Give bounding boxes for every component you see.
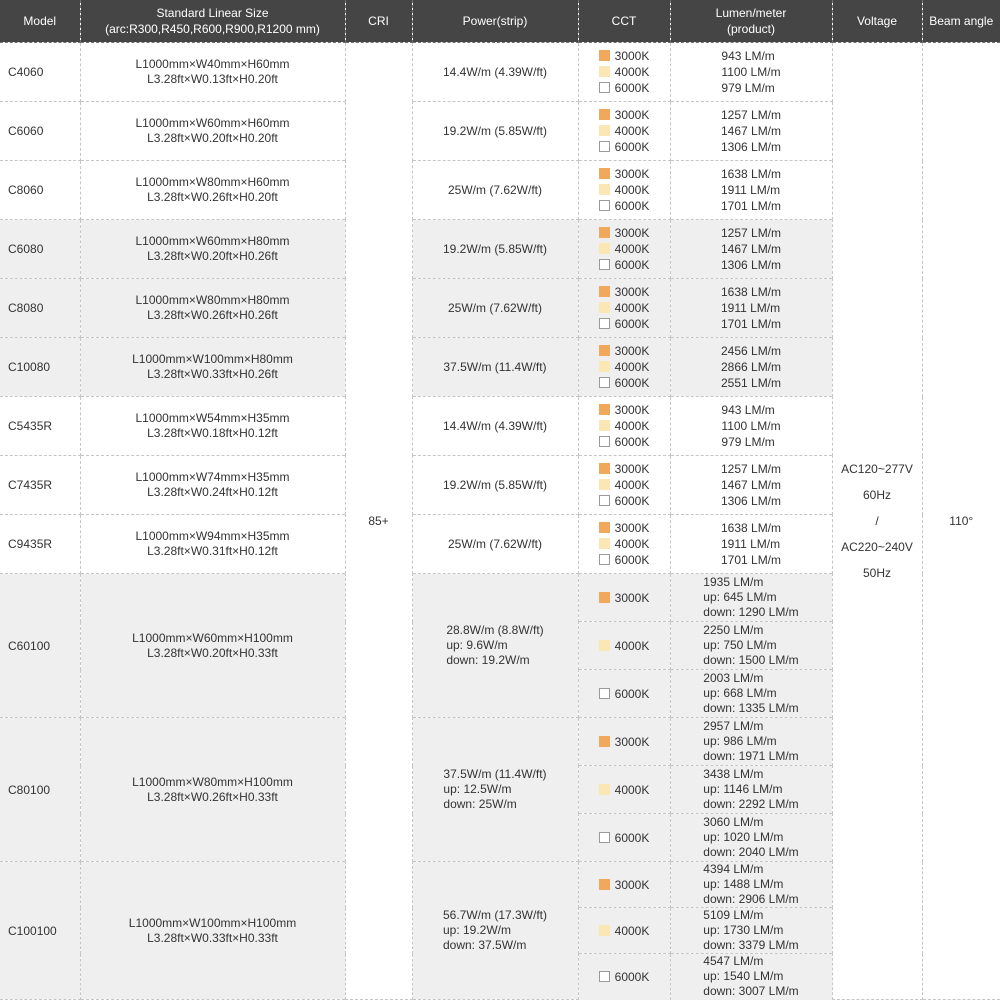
cct-option-label: 4000K [614,360,650,374]
lumen-value: 1935 LM/m [703,575,764,589]
col-header-cri: CRI [345,0,412,43]
cct-option-label: 4000K [614,65,650,79]
lumen-cell [670,862,832,908]
size-ft: L3.28ft×W0.20ft×H0.33ft [147,645,278,660]
beam-angle-cell: 110° [922,43,1000,1000]
cct-6000k-swatch [599,495,610,506]
lumen-cell [670,718,832,766]
model-cell: C4060 [0,43,80,102]
power-cell: 25W/m (7.62W/ft) [412,279,578,338]
model-cell: C10080 [0,338,80,397]
size-cell [80,102,345,161]
lumen-value: 1306 LM/m [720,494,782,508]
lumen-value: 4547 LM/m [703,954,764,969]
size-cell [80,515,345,574]
cct-option-label: 3000K [614,521,650,535]
voltage-line: 60Hz [862,488,891,502]
cct-cell [578,814,670,862]
size-mm: L1000mm×W80mm×H80mm [135,293,290,307]
power-line: up: 12.5W/m [443,782,512,796]
size-mm: L1000mm×W60mm×H60mm [135,116,290,130]
model-cell: C6060 [0,102,80,161]
cct-4000k-swatch [599,66,610,77]
cct-4000k-swatch [599,125,610,136]
cct-cell [578,670,670,718]
lumen-value: down: 1335 LM/m [703,701,799,715]
cct-option-label: 6000K [614,317,650,331]
cct-option-label: 4000K [614,183,650,197]
cct-cell [578,954,670,1000]
size-ft: L3.28ft×W0.31ft×H0.12ft [147,544,278,558]
lumen-cell [670,515,832,574]
lumen-value: up: 1488 LM/m [703,877,784,891]
lumen-cell [670,161,832,220]
size-cell [80,718,345,862]
cct-6000k-swatch [599,377,610,388]
cct-3000k-swatch [599,463,610,474]
lumen-cell [670,338,832,397]
size-ft: L3.28ft×W0.13ft×H0.20ft [147,72,278,86]
power-cell: 25W/m (7.62W/ft) [412,515,578,574]
lumen-value: 1638 LM/m [720,167,782,181]
power-cell: 25W/m (7.62W/ft) [412,161,578,220]
cct-3000k-swatch [599,522,610,533]
lumen-value: 4394 LM/m [703,862,764,876]
lumen-value: 1467 LM/m [720,242,782,256]
lumen-value: up: 1540 LM/m [703,969,784,984]
size-cell [80,279,345,338]
cct-option-label: 3000K [614,49,650,63]
lumen-value: down: 3379 LM/m [703,938,799,952]
lumen-cell [670,814,832,862]
cct-option-label: 6000K [614,686,650,701]
power-line: down: 19.2W/m [446,653,530,667]
lumen-value: 1100 LM/m [721,65,781,79]
voltage-cell [832,43,922,1000]
cct-cell [578,622,670,670]
cct-3000k-swatch [599,736,610,747]
cct-option-label: 3000K [614,167,650,181]
power-cell [412,574,578,718]
size-cell [80,220,345,279]
power-line: down: 37.5W/m [442,938,527,952]
lumen-value: 1100 LM/m [721,419,781,433]
lumen-value: 943 LM/m [721,403,775,417]
size-cell [80,161,345,220]
col-header-cct: CCT [578,0,670,43]
voltage-line: / [875,514,879,528]
cct-option-label: 6000K [614,830,650,845]
cct-option-label: 4000K [614,124,650,138]
power-line: up: 19.2W/m [442,923,512,937]
cct-3000k-swatch [599,109,610,120]
cct-option-label: 4000K [614,419,650,433]
cct-cell [578,397,670,456]
lumen-value: 2250 LM/m [703,623,764,637]
size-ft: L3.28ft×W0.26ft×H0.26ft [147,308,278,322]
lumen-cell [670,456,832,515]
lumen-cell [670,574,832,622]
cct-option-label: 4000K [614,537,650,551]
size-mm: L1000mm×W54mm×H35mm [135,411,290,425]
cct-cell [578,220,670,279]
cct-option-label: 3000K [614,734,650,749]
lumen-value: down: 3007 LM/m [703,984,799,999]
cct-4000k-swatch [599,420,610,431]
lumen-value: 1911 LM/m [720,301,781,315]
cct-4000k-swatch [599,925,610,936]
lumen-value: 1701 LM/m [720,317,782,331]
cct-option-label: 6000K [614,199,650,213]
power-cell: 14.4W/m (4.39W/ft) [412,397,578,456]
power-cell [412,862,578,1000]
size-ft: L3.28ft×W0.33ft×H0.33ft [147,930,278,945]
lumen-cell [670,279,832,338]
col-header-lumen: Lumen/meter (product) [670,0,832,43]
lumen-value: 1701 LM/m [720,553,782,567]
lumen-cell [670,954,832,1000]
cct-cell [578,338,670,397]
cct-cell [578,862,670,908]
lumen-value: 2551 LM/m [720,376,782,390]
size-mm: L1000mm×W100mm×H80mm [132,352,293,366]
model-cell: C8060 [0,161,80,220]
lumen-value: 2866 LM/m [720,360,782,374]
lumen-value: up: 1730 LM/m [703,923,784,937]
cct-cell [578,456,670,515]
voltage-line: AC120~277V [841,462,913,476]
lumen-value: down: 2292 LM/m [703,797,799,811]
lumen-value: 1638 LM/m [720,521,782,535]
power-cell: 19.2W/m (5.85W/ft) [412,456,578,515]
size-mm: L1000mm×W60mm×H80mm [135,234,290,248]
size-ft: L3.28ft×W0.24ft×H0.12ft [147,485,278,499]
voltage-line: 50Hz [862,566,891,580]
lumen-value: 1306 LM/m [720,258,782,272]
size-mm: L1000mm×W74mm×H35mm [135,470,290,484]
cct-3000k-swatch [599,404,610,415]
lumen-value: 1467 LM/m [720,124,782,138]
power-cell: 37.5W/m (11.4W/ft) [412,338,578,397]
lumen-value: up: 645 LM/m [703,590,777,604]
size-mm: L1000mm×W100mm×H100mm [128,915,297,930]
model-cell: C60100 [0,574,80,718]
voltage-line: AC220~240V [841,540,913,554]
lumen-cell [670,766,832,814]
lumen-value: 943 LM/m [721,49,775,63]
cct-cell [578,574,670,622]
power-cell: 19.2W/m (5.85W/ft) [412,102,578,161]
cct-option-label: 3000K [614,344,650,358]
size-cell [80,456,345,515]
size-mm: L1000mm×W80mm×H60mm [135,175,290,189]
lumen-value: down: 1500 LM/m [703,653,799,667]
lumen-value: 5109 LM/m [703,908,764,922]
cct-option-label: 3000K [614,462,650,476]
size-ft: L3.28ft×W0.26ft×H0.33ft [147,789,278,804]
model-cell: C6080 [0,220,80,279]
lumen-value: up: 986 LM/m [703,734,777,748]
cct-option-label: 4000K [614,242,650,256]
cri-cell: 85+ [345,43,412,1000]
cct-6000k-swatch [599,200,610,211]
cct-6000k-swatch [599,554,610,565]
cct-option-label: 6000K [614,140,650,154]
cct-option-label: 3000K [614,108,650,122]
model-cell: C100100 [0,862,80,1000]
size-ft: L3.28ft×W0.20ft×H0.26ft [147,249,278,263]
lumen-value: down: 2040 LM/m [703,845,799,859]
cct-4000k-swatch [599,784,610,795]
lumen-value: 2456 LM/m [720,344,782,358]
power-line: 56.7W/m (17.3W/ft) [442,908,548,922]
cct-3000k-swatch [599,286,610,297]
cct-4000k-swatch [599,640,610,651]
lumen-value: 1638 LM/m [720,285,782,299]
cct-option-label: 4000K [614,478,650,492]
cct-option-label: 3000K [614,226,650,240]
power-line: 37.5W/m (11.4W/ft) [443,767,547,781]
power-line: 28.8W/m (8.8W/ft) [446,623,544,637]
cct-cell [578,515,670,574]
size-ft: L3.28ft×W0.33ft×H0.26ft [147,367,278,381]
size-cell [80,43,345,102]
lumen-value: 1257 LM/m [720,226,782,240]
col-header-beam: Beam angle [922,0,1000,43]
cct-6000k-swatch [599,318,610,329]
cct-option-label: 6000K [614,376,650,390]
size-cell [80,397,345,456]
size-cell [80,574,345,718]
lumen-value: 3438 LM/m [703,767,764,781]
cct-option-label: 4000K [614,301,650,315]
size-mm: L1000mm×W94mm×H35mm [135,529,290,543]
cct-cell [578,908,670,954]
power-line: up: 9.6W/m [446,638,508,652]
size-mm: L1000mm×W60mm×H100mm [132,630,293,645]
cct-6000k-swatch [599,259,610,270]
cct-3000k-swatch [599,879,610,890]
cct-cell [578,102,670,161]
lumen-value: 3060 LM/m [703,815,764,829]
model-cell: C8080 [0,279,80,338]
lumen-value: 1701 LM/m [720,199,782,213]
col-header-model: Model [0,0,80,43]
cct-6000k-swatch [599,82,610,93]
lumen-value: down: 1290 LM/m [703,605,799,619]
lumen-value: 2003 LM/m [703,671,764,685]
power-line: down: 25W/m [443,797,517,811]
table-row [0,43,1000,102]
col-header-voltage: Voltage [832,0,922,43]
lumen-cell [670,102,832,161]
size-cell [80,338,345,397]
model-cell: C5435R [0,397,80,456]
model-cell: C9435R [0,515,80,574]
size-mm: L1000mm×W40mm×H60mm [135,57,290,71]
col-header-size: Standard Linear Size (arc:R300,R450,R600,R900,R1200 mm) [80,0,345,43]
cct-6000k-swatch [599,688,610,699]
power-cell: 14.4W/m (4.39W/ft) [412,43,578,102]
cct-cell [578,43,670,102]
model-cell: C7435R [0,456,80,515]
cct-4000k-swatch [599,184,610,195]
cct-option-label: 6000K [614,258,650,272]
size-ft: L3.28ft×W0.20ft×H0.20ft [147,131,278,145]
cct-cell [578,718,670,766]
cct-4000k-swatch [599,302,610,313]
size-ft: L3.28ft×W0.26ft×H0.20ft [147,190,278,204]
lumen-cell [670,670,832,718]
lumen-value: 1257 LM/m [720,108,782,122]
cct-cell [578,766,670,814]
lumen-value: 979 LM/m [721,435,775,449]
lumen-value: down: 1971 LM/m [703,749,799,763]
size-cell [80,862,345,1000]
lumen-value: up: 1020 LM/m [703,830,784,844]
lumen-value: 1306 LM/m [720,140,782,154]
lumen-value: 2957 LM/m [703,719,764,733]
cct-option-label: 6000K [614,494,650,508]
cct-option-label: 6000K [614,435,650,449]
lumen-value: up: 750 LM/m [703,638,777,652]
model-cell: C80100 [0,718,80,862]
cct-option-label: 3000K [614,285,650,299]
cct-option-label: 6000K [614,969,650,984]
col-header-power: Power(strip) [412,0,578,43]
lumen-value: 1257 LM/m [720,462,782,476]
cct-6000k-swatch [599,971,610,982]
lumen-cell [670,622,832,670]
cct-option-label: 6000K [614,553,650,567]
lumen-cell [670,220,832,279]
cct-cell [578,161,670,220]
cct-option-label: 6000K [614,81,650,95]
cct-4000k-swatch [599,361,610,372]
cct-6000k-swatch [599,832,610,843]
cct-option-label: 4000K [614,638,650,653]
cct-3000k-swatch [599,592,610,603]
lumen-cell [670,908,832,954]
lumen-value: up: 1146 LM/m [703,782,783,796]
lumen-value: down: 2906 LM/m [703,892,799,906]
cct-6000k-swatch [599,141,610,152]
cct-option-label: 3000K [614,877,650,892]
cct-6000k-swatch [599,436,610,447]
size-ft: L3.28ft×W0.18ft×H0.12ft [147,426,278,440]
cct-4000k-swatch [599,479,610,490]
cct-option-label: 4000K [614,782,650,797]
cct-3000k-swatch [599,168,610,179]
cct-option-label: 3000K [614,590,650,605]
lumen-value: up: 668 LM/m [703,686,777,700]
lumen-value: 1911 LM/m [720,183,781,197]
lumen-value: 1911 LM/m [720,537,781,551]
cct-3000k-swatch [599,50,610,61]
power-cell: 19.2W/m (5.85W/ft) [412,220,578,279]
size-mm: L1000mm×W80mm×H100mm [132,774,293,789]
lumen-value: 1467 LM/m [720,478,782,492]
header-row [0,0,1000,43]
lumen-cell [670,397,832,456]
cct-4000k-swatch [599,538,610,549]
cct-cell [578,279,670,338]
cct-3000k-swatch [599,345,610,356]
cct-option-label: 4000K [614,923,650,938]
cct-3000k-swatch [599,227,610,238]
lumen-value: 979 LM/m [721,81,775,95]
cct-option-label: 3000K [614,403,650,417]
lumen-cell [670,43,832,102]
power-cell [412,718,578,862]
cct-4000k-swatch [599,243,610,254]
